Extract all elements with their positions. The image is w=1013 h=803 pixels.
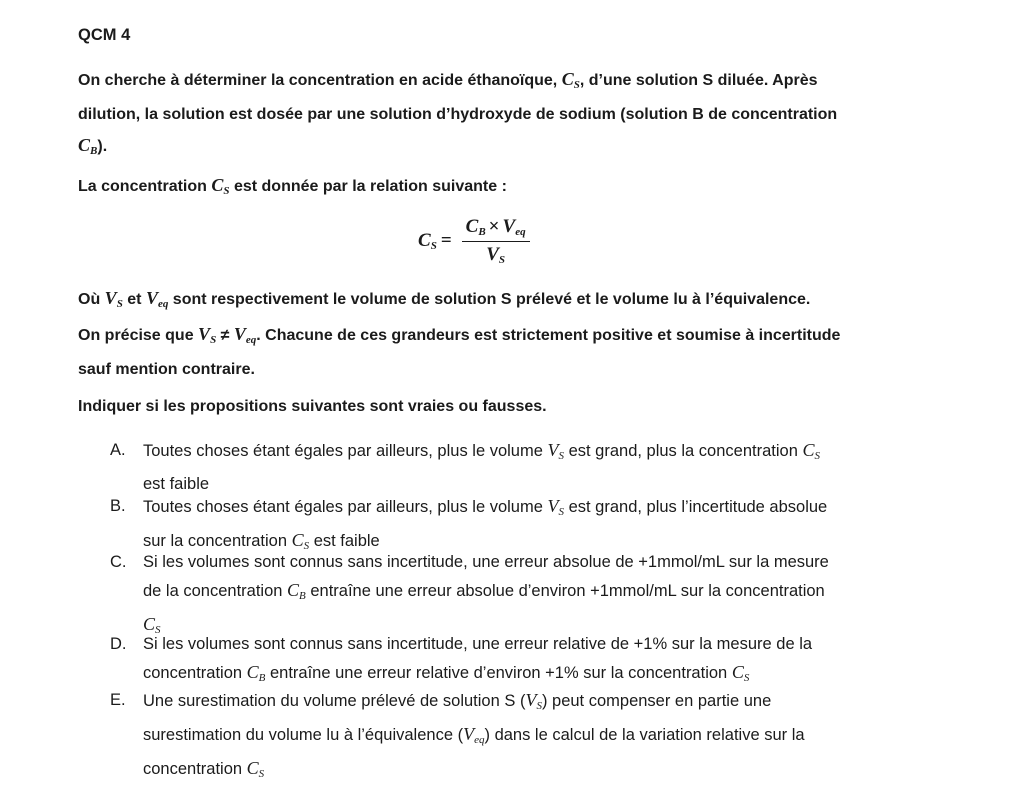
formula-numerator: $C_B \times V_{eq}$ bbox=[462, 216, 530, 242]
intro-line-2: dilution, la solution est dosée par une solution d’hydroxyde de sodium (solution B de concentration bbox=[78, 106, 838, 123]
proposition-c: C. Si les volumes sont connus sans incertitude, une erreur absolue de +1mmol/mL sur la mesure de la concentration $C_B$ entraîne une erreur absolue d’environ +1mmol/mL sur la concentration $C_S$ bbox=[110, 553, 829, 636]
proposition-e: E. Une surestimation du volume prélevé de solution S $(V_S)$ peut compenser en partie une surestimation du volume lu à l’équivalence $(V_{eq})$ dans le calcul de la variation relative sur la concentration $C_S$ bbox=[110, 690, 805, 780]
formula-equals: = bbox=[440, 230, 452, 251]
proposition-a: A. Toutes choses étant égales par ailleurs, plus le volume $V_S$ est grand, plus la concentration $C_S$ est faible bbox=[110, 440, 820, 493]
instruction: Indiquer si les propositions suivantes sont vraies ou fausses. bbox=[78, 398, 547, 415]
formula-fraction bbox=[462, 216, 530, 266]
formula-lhs: $C_S$ bbox=[418, 230, 437, 252]
var-cb: $C_B$ bbox=[78, 135, 98, 157]
var-veq: $V_{eq}$ bbox=[145, 288, 169, 310]
var-vs: $V_S$ bbox=[198, 324, 217, 346]
intro-line-3: $C_B$). bbox=[78, 135, 108, 157]
proposition-b: B. Toutes choses étant égales par ailleurs, plus le volume $V_S$ est grand, plus l’incertitude absolue sur la concentration $C_S$ est faible bbox=[110, 496, 828, 552]
var-cs: $C_S$ bbox=[561, 69, 580, 91]
proposition-d: D. Si les volumes sont connus sans incertitude, une erreur relative de +1% sur la mesure de la concentration $C_B$ entraîne une erreur relative d’environ +1% sur la concentration $C_S$ bbox=[110, 635, 813, 684]
intro-line-1: On cherche à déterminer la concentration en acide éthanoïque, $C_S$, d’une solution S diluée. Après bbox=[78, 69, 818, 91]
var-vs: $V_S$ bbox=[104, 288, 123, 310]
intro-paragraph bbox=[78, 64, 908, 166]
relation-paragraph: La concentration $C_S$ est donnée par la relation suivante : bbox=[78, 175, 507, 197]
definitions-paragraph: Où $V_S$ et $V_{eq}$ sont respectivement le volume de solution S prélevé et le volume lu à l’équivalence. On précise que $V_S \ne V_{eq}$. Chacune de ces grandeurs est strictement positive et soumise à incertitude sauf mention contraire. bbox=[78, 288, 841, 378]
question-title: QCM 4 bbox=[78, 26, 131, 44]
formula-denominator: $V_S$ bbox=[486, 244, 506, 266]
var-cs: $C_S$ bbox=[211, 175, 230, 197]
var-veq: $V_{eq}$ bbox=[233, 324, 257, 346]
concentration-formula bbox=[418, 212, 530, 270]
